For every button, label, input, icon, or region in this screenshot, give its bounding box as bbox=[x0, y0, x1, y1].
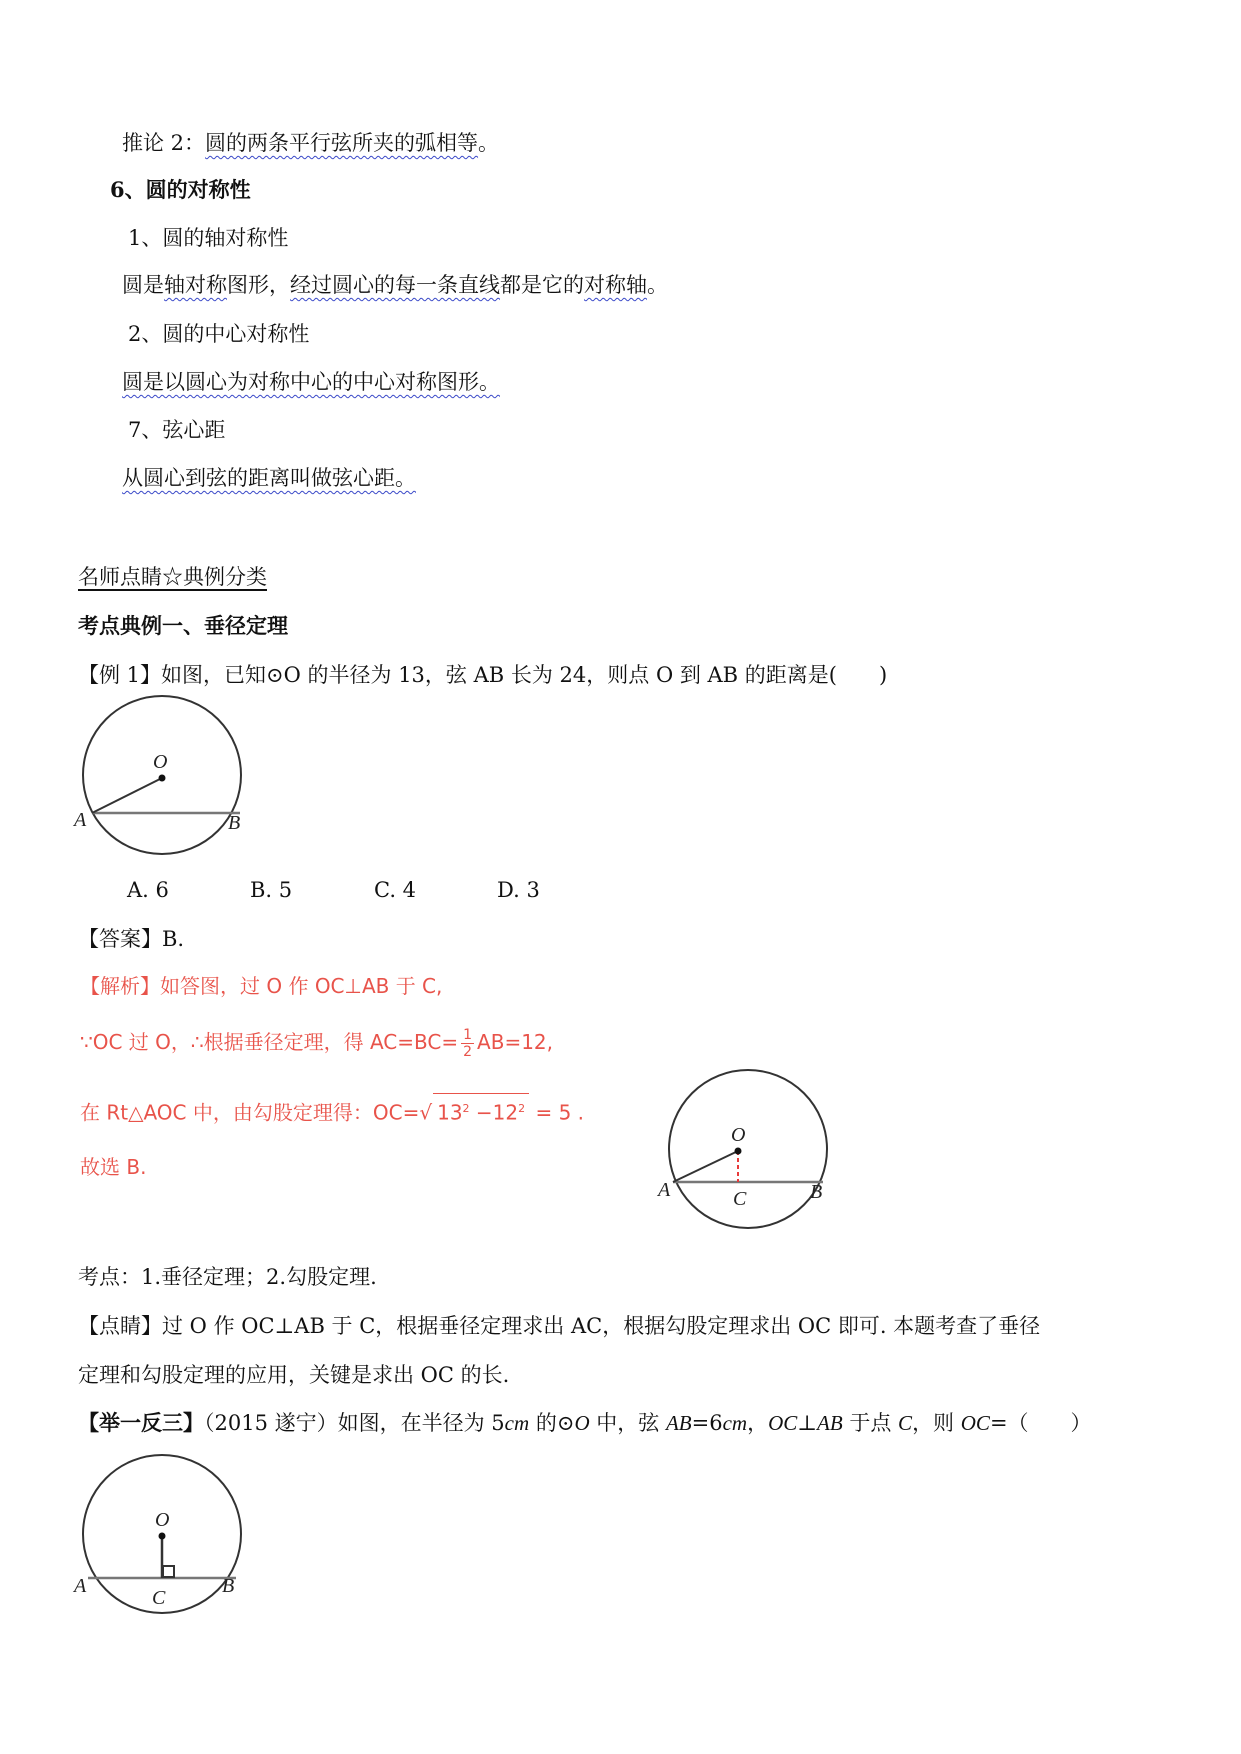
corollary-text: 圆的两条平行弦所夹的弧相等 bbox=[205, 131, 479, 155]
corollary-2 bbox=[122, 128, 499, 158]
fig2-label-o: O bbox=[731, 1124, 746, 1146]
dianjing-line-1: 【点睛】过 O 作 OC⊥AB 于 C，根据垂径定理求出 AC，根据勾股定理求出 OC 即可. 本题考查了垂径 bbox=[78, 1314, 1041, 1338]
fig3-label-a: A bbox=[74, 1575, 87, 1597]
kaodian: 考点：1.垂径定理；2.勾股定理. bbox=[78, 1265, 377, 1289]
practice-label: 【举一反三】 bbox=[78, 1410, 204, 1435]
fig2-label-a: A bbox=[658, 1179, 671, 1201]
analysis-line-4: 故选 B. bbox=[80, 1155, 147, 1179]
example-heading: 考点典例一、垂径定理 bbox=[78, 613, 288, 638]
option-b: B. 5 bbox=[250, 878, 293, 902]
practice-question: 【举一反三】（2015 遂宁）如图，在半径为 5cm 的⊙O 中，弦 AB=6cm，OC⊥AB 于点 C，则 OC=（ ） bbox=[78, 1410, 1092, 1435]
answer: 【答案】B. bbox=[78, 927, 185, 951]
axis-symmetry-text: 圆是轴对称图形，经过圆心的每一条直线都是它的对称轴。 bbox=[122, 273, 668, 297]
fig2-label-c: C bbox=[733, 1188, 747, 1210]
fig1-label-b: B bbox=[228, 812, 241, 834]
term-axis-symmetric: 轴对称 bbox=[164, 273, 227, 297]
analysis-line-2: ∵OC 过 O，∴根据垂径定理，得 AC=BC= $\frac{1}{2}$ AB=12, bbox=[80, 1027, 554, 1060]
sqrt-expression: $13^2 -12^2$ bbox=[433, 1093, 529, 1128]
fig1-label-a: A bbox=[74, 809, 87, 831]
fraction-one-half: $\frac{1}{2}$ bbox=[463, 1027, 473, 1060]
option-a: A. 6 bbox=[127, 878, 169, 902]
central-symmetry-text: 圆是以圆心为对称中心的中心对称图形。 bbox=[122, 370, 500, 394]
term-every-line: 经过圆心的每一条直线 bbox=[290, 273, 500, 297]
option-c: C. 4 bbox=[374, 878, 417, 902]
corollary-prefix: 推论 2： bbox=[122, 131, 206, 155]
analysis-line-1: 【解析】如答图，过 O 作 OC⊥AB 于 C, bbox=[80, 974, 443, 998]
figure-1-circle bbox=[70, 695, 260, 865]
fig3-label-b: B bbox=[222, 1575, 235, 1597]
figure-2-circle bbox=[656, 1067, 846, 1237]
axis-symmetry-heading: 1、圆的轴对称性 bbox=[128, 226, 289, 250]
section-6-title: 6、圆的对称性 bbox=[110, 177, 251, 202]
section-7-text: 从圆心到弦的距离叫做弦心距。 bbox=[122, 466, 416, 490]
figure-3-circle bbox=[70, 1452, 260, 1622]
fig3-label-o: O bbox=[155, 1509, 170, 1531]
section-7-title: 7、弦心距 bbox=[128, 418, 226, 442]
corollary-end: 。 bbox=[478, 131, 500, 155]
example-1-question: 【例 1】如图，已知⊙O 的半径为 13，弦 AB 长为 24，则点 O 到 AB 的距离是( ) bbox=[78, 663, 888, 687]
term-symmetry-axis: 对称轴 bbox=[584, 273, 647, 297]
option-d: D. 3 bbox=[497, 878, 540, 902]
fig3-label-c: C bbox=[152, 1587, 166, 1609]
dianjing-line-2: 定理和勾股定理的应用，关键是求出 OC 的长. bbox=[78, 1363, 510, 1387]
fig1-label-o: O bbox=[153, 751, 168, 773]
analysis-line-3: 在 Rt△AOC 中，由勾股定理得：OC=√ $13^2 -12^2 = 5$ . bbox=[80, 1093, 584, 1128]
fig2-label-b: B bbox=[810, 1181, 823, 1203]
teacher-title: 名师点睛☆典例分类 bbox=[78, 565, 267, 589]
central-symmetry-heading: 2、圆的中心对称性 bbox=[128, 322, 310, 346]
